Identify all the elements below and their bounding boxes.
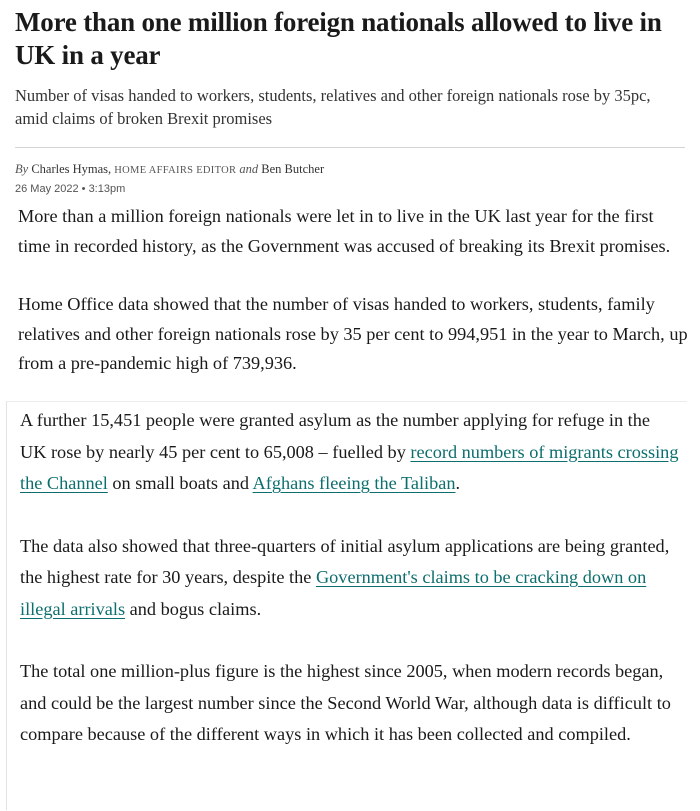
link-afghans-fleeing-taliban[interactable]: Afghans fleeing the Taliban bbox=[252, 473, 456, 493]
paragraph-4-text-b: and bogus claims. bbox=[125, 598, 262, 619]
headline: More than one million foreign nationals allowed to live in UK in a year bbox=[15, 7, 662, 70]
author-link-ben-butcher[interactable]: Ben Butcher bbox=[261, 162, 325, 176]
publish-timestamp: 26 May 2022 • 3:13pm bbox=[15, 183, 126, 195]
paragraph-4-text-a: The data also showed that three-quarters of initial asylum applications are being granted, the highest rate for 30 years, despite the bbox=[20, 535, 670, 587]
paragraph-2: Home Office data showed that the number of visas handed to workers, students, family relatives and other foreign nationals rose by 35 per cent to 994,951 in the year to March, up from a pre-pandemic high of 739,936. bbox=[18, 294, 688, 373]
divider bbox=[15, 147, 685, 148]
author-role: HOME AFFAIRS EDITOR bbox=[114, 165, 237, 176]
article-body-bottom bbox=[20, 405, 680, 782]
byline-and: and bbox=[239, 162, 259, 176]
paragraph-1: More than a million foreign nationals were let in to live in the UK last year for the first time in recorded history, as the Government was accused of breaking its Brexit promises. bbox=[18, 206, 671, 256]
article-body-top bbox=[18, 202, 688, 408]
paragraph-5: The total one million-plus figure is the highest since 2005, when modern records began, and could be the largest number since the Second World War, although data is difficult to compare because of the different ways in which it has been collected and compiled. bbox=[20, 661, 671, 744]
paragraph-3-text-a: A further 15,451 people were granted asylum as the number applying for refuge in the UK rose by nearly 45 per cent to 65,008 – fuelled by bbox=[20, 410, 650, 462]
paragraph-3-text-b: on small boats and bbox=[107, 473, 253, 493]
paragraph-3 bbox=[20, 405, 680, 500]
paragraph-3-text-c: . bbox=[455, 473, 461, 493]
link-record-numbers-channel[interactable]: record numbers of migrants crossing the Channel bbox=[20, 441, 679, 493]
paragraph-4 bbox=[20, 531, 680, 626]
author-link-charles-hymas[interactable]: Charles Hymas, bbox=[31, 162, 112, 176]
standfirst: Number of visas handed to workers, students, relatives and other foreign nationals rose by 35pc, amid claims of broken Brexit promises bbox=[15, 86, 651, 128]
byline bbox=[15, 162, 324, 177]
link-government-claims-crackdown[interactable]: Government's claims to be cracking down on illegal arrivals bbox=[20, 567, 647, 619]
byline-by: By bbox=[15, 162, 29, 176]
